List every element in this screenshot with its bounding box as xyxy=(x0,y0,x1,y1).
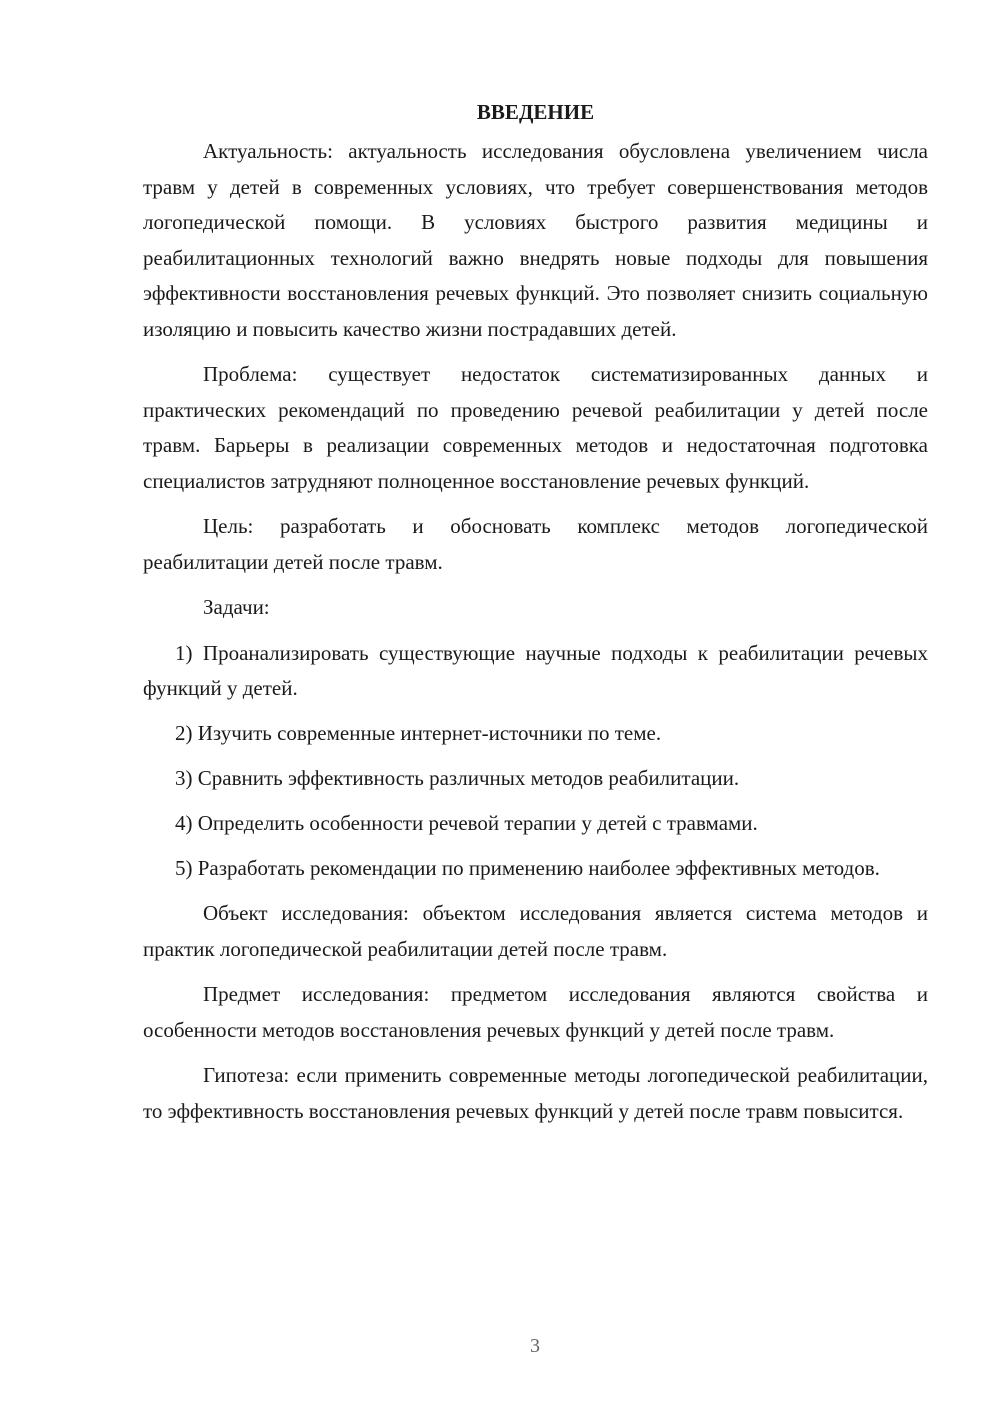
hypothesis-paragraph: Гипотеза: если применить современные методы логопедической реабилитации, то эффективность восстановления речевых функций у детей после травм повысится. xyxy=(143,1063,928,1123)
page-title: ВВЕДЕНИЕ xyxy=(476,100,595,124)
page-content xyxy=(143,95,928,1139)
tasks-list xyxy=(143,636,928,887)
task-item-2: 2) Изучить современные интернет-источники по теме. xyxy=(175,721,662,745)
task-item-3: 3) Сравнить эффективность различных методов реабилитации. xyxy=(175,766,740,790)
subject-paragraph: Предмет исследования: предметом исследования являются свойства и особенности методов восстановления речевых функций у детей после травм. xyxy=(143,982,928,1042)
tasks-label: Задачи: xyxy=(203,595,270,619)
page-number: 3 xyxy=(530,1335,540,1357)
problem-paragraph: Проблема: существует недостаток систематизированных данных и практических рекомендаций по проведению речевой реабилитации у детей после травм. Барьеры в реализации современных методов и недостаточная подготовка специалистов затрудняют полноценное восстановление речевых функций. xyxy=(143,362,928,493)
task-item-4: 4) Определить особенности речевой терапии у детей с травмами. xyxy=(175,811,758,835)
goal-paragraph: Цель: разработать и обосновать комплекс методов логопедической реабилитации детей после травм. xyxy=(143,514,928,574)
task-item-1: 1) Проанализировать существующие научные подходы к реабилитации речевых функций у детей. xyxy=(143,640,928,700)
task-item-5: 5) Разработать рекомендации по применению наиболее эффективных методов. xyxy=(175,856,880,880)
object-paragraph: Объект исследования: объектом исследования является система методов и практик логопедической реабилитации детей после травм. xyxy=(143,901,928,961)
relevance-paragraph: Актуальность: актуальность исследования обусловлена увеличением числа травм у детей в современных условиях, что требует совершенствования методов логопедической помощи. В условиях быстрого развития медицины и реабилитационных технологий важно внедрять новые подходы для повышения эффективности восстановления речевых функций. Это позволяет снизить социальную изоляцию и повысить качество жизни пострадавших детей. xyxy=(143,139,928,341)
